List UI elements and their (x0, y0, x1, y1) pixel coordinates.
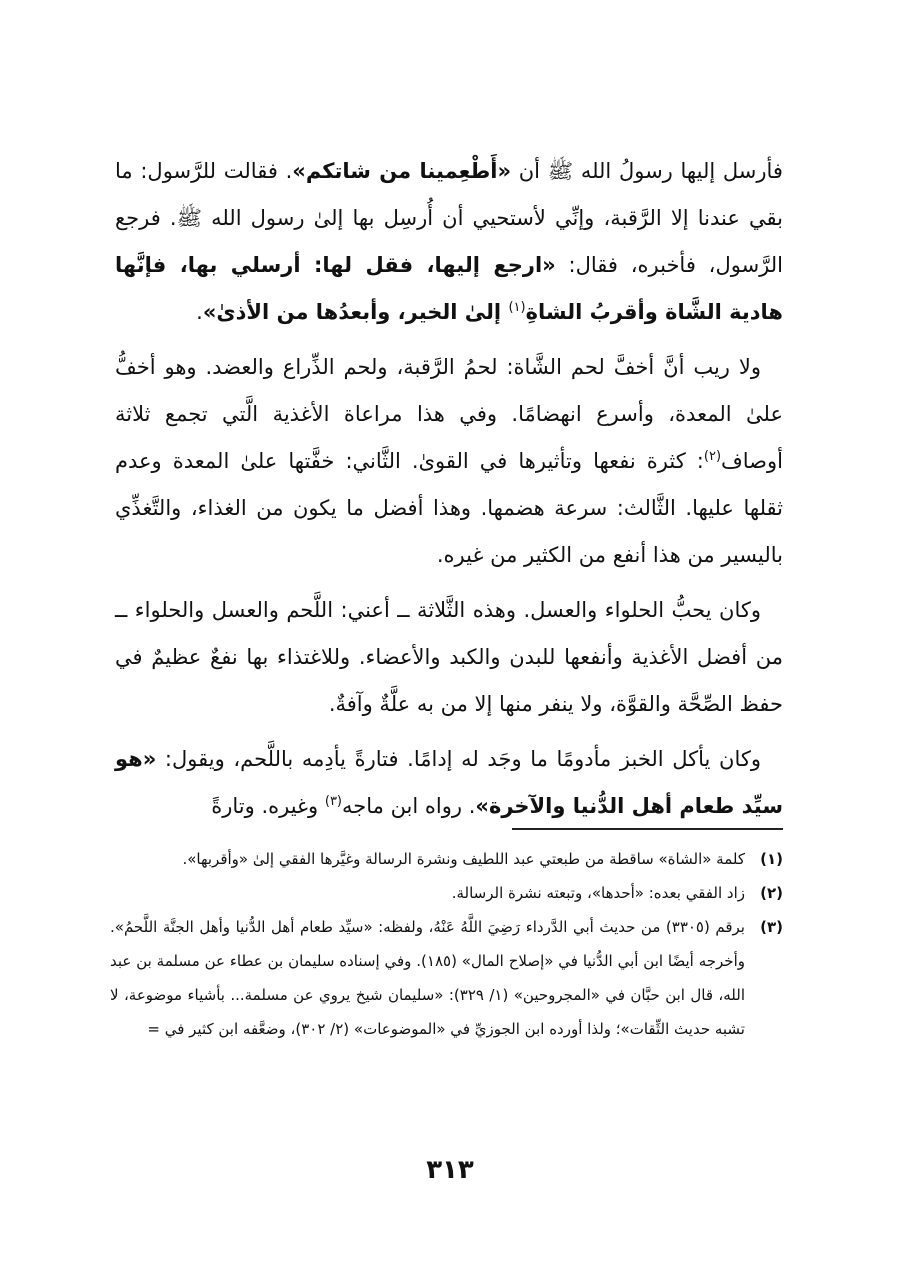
paragraph-3 (115, 587, 783, 728)
text-run: وكان يحبُّ الحلواء والعسل. وهذه الثَّلاثة ــ أعني: اللَّحم والعسل والحلواء ــ من أفضل الأغذية وأنفعها للبدن والكبد والأعضاء. وللاغتذاء بها نفعٌ عظيمٌ في حفظ الصِّحَّة والقوَّة، ولا ينفر منها إلا من به علَّةٌ وآفةٌ. (115, 598, 783, 716)
bold-quote: «ارجع إليها، فقل لها: أرسلي بها، فإنَّها هادية الشَّاة وأقربُ الشاةِ (115, 253, 783, 324)
footnote-text: برقم (٣٣٠٥) من حديث أبي الدَّرداء رَضِيَ اللَّهُ عَنْهُ، ولفظه: «سيِّد طعام أهل الدُّنيا وأهل الجنَّة اللَّحمُ». وأخرجه أيضًا ابن أبي الدُّنيا في «إصلاح المال» (١٨٥). وفي إسناده سليمان بن عطاء عن مسلمة بن عبد الله، قال ابن حبَّان في «المجروحين» (١/ ٣٢٩): «سليمان شيخ يروي عن مسلمة... بأشياء موضوعة، لا تشبه حديث الثِّقات»؛ ولذا أورده ابن الجوزيِّ في «الموضوعات» (٢/ ٣٠٢)، وضعَّفه ابن كثير في = (110, 918, 745, 1038)
paragraph-1 (115, 148, 783, 336)
main-text (115, 148, 783, 838)
footnote-number: (٣) (760, 918, 783, 936)
text-run: : كثرة نفعها وتأثيرها في القوىٰ. الثَّاني: خفَّتها علىٰ المعدة وعدم ثقلها عليها. الثَّالث: سرعة هضمها. وهذا أفضل ما يكون من الغذاء، والتَّغذِّي باليسير من هذا أنفع من الكثير من غيره. (115, 449, 783, 567)
bold-quote: إلىٰ الخير، وأبعدُها من الأذىٰ» (202, 300, 509, 324)
footnote-number: (٢) (760, 884, 783, 902)
footnote-text: كلمة «الشاة» ساقطة من طبعتي عبد اللطيف ونشرة الرسالة وغيَّرها الفقي إلىٰ «وأقربها». (182, 850, 745, 868)
footnote-ref: (١) (508, 300, 526, 315)
bold-quote: «أَطْعِمينا من شاتكم» (292, 159, 512, 183)
footnote-1 (110, 842, 783, 876)
text-run: وغيره. وتارةً (211, 794, 325, 818)
text-run: . رواه ابن ماجه (342, 794, 476, 818)
text-run: ولا ريب أنَّ أخفَّ لحم الشَّاة: لحمُ الرَّقبة، ولحم الذِّراع والعضد. وهو أخفُّ علىٰ المعدة، وأسرع انهضامًا. وفي هذا مراعاة الأغذية الَّتي تجمع ثلاثة أوصاف (115, 355, 783, 473)
text-run: . (196, 300, 203, 324)
text-run: فأرسل إليها رسولُ الله ﷺ أن (511, 159, 783, 183)
footnote-ref: (٣) (324, 794, 342, 809)
footnote-separator (512, 828, 783, 830)
footnote-text: زاد الفقي بعده: «أحدها»، وتبعته نشرة الرسالة. (451, 884, 745, 902)
paragraph-2 (115, 344, 783, 579)
footnote-ref: (٢) (703, 449, 722, 464)
footnotes (110, 842, 783, 1046)
text-run: . فقالت للرَّسول: ما بقي عندنا إلا الرَّقبة، وإنِّي لأستحيي أن أُرسِل بها إلىٰ رسول الله ﷺ. فرجع الرَّسول، فأخبره، فقال: (115, 159, 783, 277)
paragraph-4 (115, 736, 783, 830)
page-number: ٣١٣ (426, 1155, 474, 1185)
text-run: وكان يأكل الخبز مأدومًا ما وجَد له إدامًا. فتارةً يأدِمه باللَّحم، ويقول: (156, 747, 761, 771)
footnote-3 (110, 910, 783, 1046)
footnote-number: (١) (760, 850, 783, 868)
bold-quote: «هو سيِّد طعام أهل الدُّنيا والآخرة» (115, 747, 783, 818)
footnote-2 (110, 876, 783, 910)
